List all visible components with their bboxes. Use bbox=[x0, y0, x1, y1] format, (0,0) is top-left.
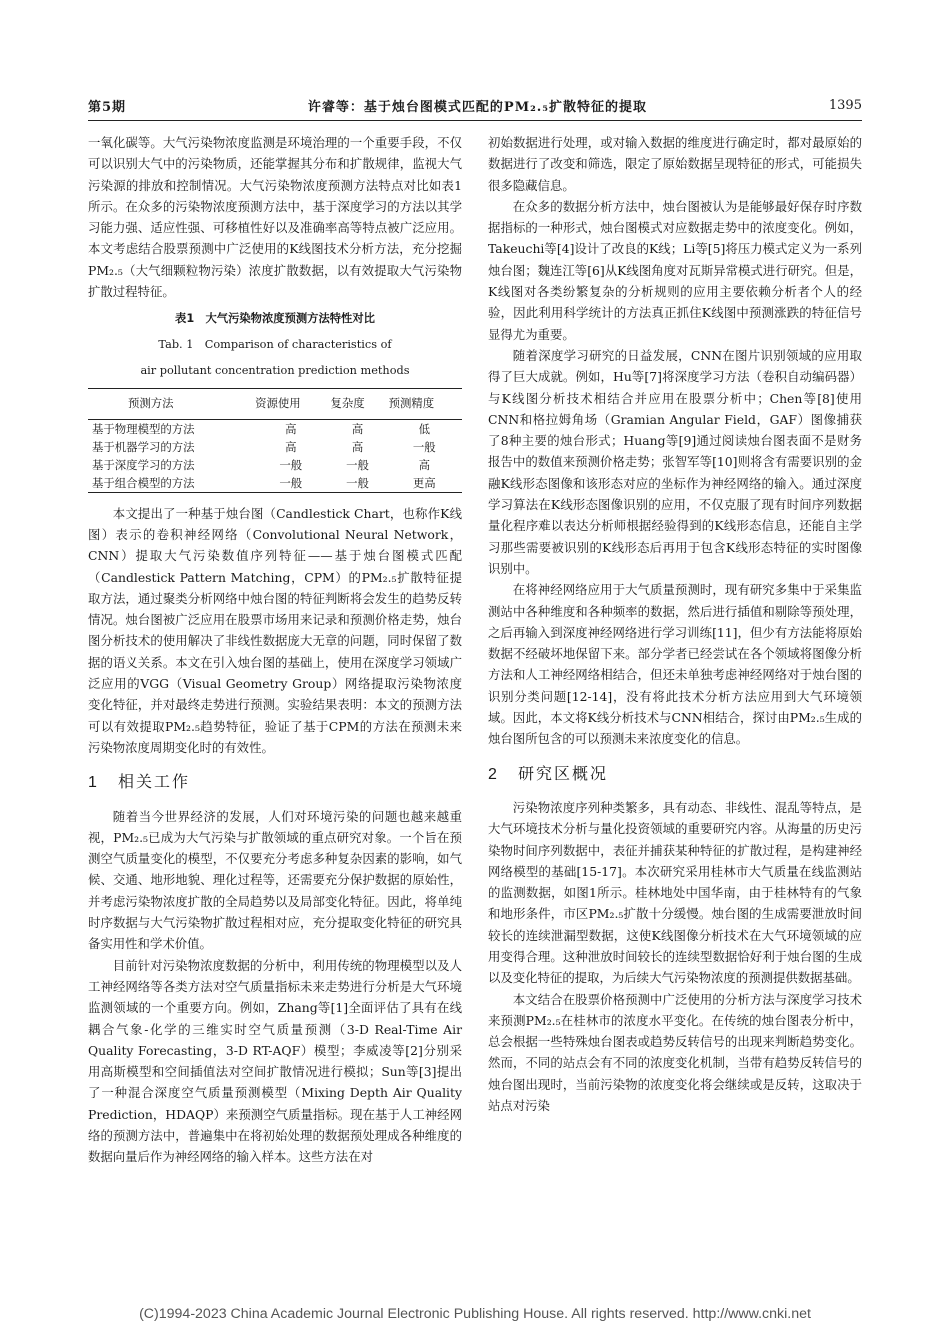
section-title: 研究区概况 bbox=[518, 765, 609, 783]
comparison-table bbox=[88, 388, 462, 492]
paragraph: 随着深度学习研究的日益发展，CNN在图片识别领域的应用取得了巨大成就。例如，Hu等[7]将深度学习方法（卷积自动编码器）与K线图分析技术相结合并应用在股票分析中；Chen等[8]使用CNN和格拉姆角场（Gramian Angular Field，GAF）图像捕获了8种主要的烛台形式；Huang等[9]通过阅读烛台图表面不是财务报告中的数值来预测价格走势；张智军等[10]则将含有需要识别的金融K线形态图像和该形态对应的坐标作为神经网络的输入。通过深度学习算法在K线形态图像识别的应用，不仅克服了现有时间序列数据量化程序难以表达分析师根据经验得到的K线形态信息，还能自主学习那些需要被识别的K线形态后再用于包含K线形态特征的实时图像识别中。 bbox=[488, 347, 862, 576]
section-heading bbox=[88, 772, 462, 793]
table-caption-zh: 表1 大气污染物浓度预测方法特性对比 bbox=[175, 312, 375, 326]
table-caption-en: Tab. 1 Comparison of characteristics of bbox=[158, 338, 392, 352]
table-cell: 高 bbox=[351, 439, 364, 454]
table-cell: 基于物理模型的方法 bbox=[92, 421, 195, 436]
table-cell: 一般 bbox=[346, 457, 369, 472]
paragraph: 在众多的数据分析方法中，烛台图被认为是能够最好保存时序数据指标的一种形式，烛台图模式对应数据走势中的浓度变化。例如，Takeuchi等[4]设计了改良的K线；Li等[5]将压力模式定义为一系列烛台图；魏连江等[6]从K线图角度对瓦斯异常模式进行研究。但是，K线图对各类纷繁复杂的分析规则的应用主要依赖分析者个人的经验，因此利用科学统计的方法真正抓住K线图中预测涨跌的特征信号显得尤为重要。 bbox=[488, 198, 862, 342]
table-cell: 一般 bbox=[328, 474, 386, 493]
paragraph: 污染物浓度序列种类繁多，具有动态、非线性、混乱等特点，是大气环境技术分析与量化投资领域的重要研究内容。从海量的历史污染物时间序列数据中，表征并捕获某种特征的扩散过程，是构建神经网络模型的基础[15-17]。本次研究采用桂林市大气质量在线监测站的监测数据，如图1所示。桂林地处中国华南，由于桂林特有的气象和地形条件，市区PM₂.₅扩散十分缓慢。烛台图的生成需要泄放时间较长的连续泄漏型数据，这使K线图像分析技术在大气环境领域的应用变得合理。这种泄放时间较长的连续型数据恰好利于烛台图的生成以及变化特征的提取，为后续大气污染物浓度的预测提供数据基础。 bbox=[488, 799, 862, 986]
paragraph: 目前针对污染物浓度数据的分析中，利用传统的物理模型以及人工神经网络等各类方法对空气质量指标未来走势进行分析是大气环境监测领域的一个重要方向。例如，Zhang等[1]全面评估了具有在线耦合气象-化学的三维实时空气质量预测（3-D Real-Time Air Quality Forecasting，3-D RT-AQF）模型；李威凌等[2]分别采用高斯模型和空间插值法对空间扩散情况进行模拟；Sun等[3]提出了一种混合深度空气质量预测模型（Mixing Depth Air Quality Prediction，HDAQP）来预测空气质量指标。现在基于人工神经网络的预测方法中，普遍集中在将初始处理的数据预处理成各种维度的数据向量后作为神经网络的输入样本。这些方法在对 bbox=[88, 957, 462, 1165]
paragraph: 本文提出了一种基于烛台图（Candlestick Chart，也称作K线图）表示的卷积神经网络（Convolutional Neural Network，CNN）提取大气污染数值序列特征——基于烛台图模式匹配（Candlestick Pattern Matching，CPM）的PM₂.₅扩散特征提取方法，通过聚类分析网络中烛台图的特征判断将会发生的趋势反转情况。烛台图被广泛应用在股票市场用来记录和预测价格走势，烛台图分析技术的使用解决了非线性数据庞大无章的问题，同时保留了数据的语义关系。本文在引入烛台图的基础上，使用在深度学习领域广泛应用的VGG（Visual Geometry Group）网络提取污染物浓度变化特征，并对最终走势进行预测。实验结果表明：本文的预测方法可以有效提取PM₂.₅趋势特征，验证了基于CPM的方法在预测未来污染物浓度周期变化时的有效性。 bbox=[88, 505, 462, 755]
section-number: 2 bbox=[488, 765, 499, 783]
paragraph: 本文结合在股票价格预测中广泛使用的分析方法与深度学习技术来预测PM₂.₅在桂林市的浓度水平变化。在传统的烛台图表分析中，总会根据一些特殊烛台图表或趋势反转信号的出现来判断趋势变化。然而，不同的站点会有不同的浓度变化机制，当带有趋势反转信号的烛台图出现时，当前污染物的浓度变化将会继续或是反转，这取决于站点对污染 bbox=[488, 991, 862, 1114]
table-row bbox=[88, 474, 462, 493]
section-heading bbox=[488, 764, 862, 785]
table-caption-en: air pollutant concentration prediction methods bbox=[140, 364, 410, 378]
table-row bbox=[88, 438, 462, 456]
running-header bbox=[88, 90, 862, 121]
column-header: 复杂度 bbox=[328, 389, 386, 419]
paragraph: 在将神经网络应用于大气质量预测时，现有研究多集中于采集监测站中各种维度和各种频率的数据，然后进行插值和剔除等预处理，之后再输入到深度神经网络进行学习训练[11]，但少有方法能将原始数据不经破坏地保留下来。部分学者已经尝试在各个领域将图像分析方法和人工神经网络相结合，但还未单独考虑神经网络对于烛台图的识别分类问题[12-14]，没有将此技术分析方法应用到大气环境领域。因此，本文将K线分析技术与CNN相结合，探讨由PM₂.₅生成的烛台图所包含的可以预测未来浓度变化的信息。 bbox=[488, 582, 862, 747]
section-number: 1 bbox=[88, 774, 99, 792]
issue-number: 第5期 bbox=[88, 99, 127, 115]
right-column bbox=[488, 132, 862, 1116]
table-cell: 基于组合模型的方法 bbox=[88, 474, 253, 493]
section-title: 相关工作 bbox=[118, 774, 191, 792]
table-cell: 更高 bbox=[387, 474, 462, 493]
column-header: 预测精度 bbox=[387, 389, 462, 419]
table-cell: 一般 bbox=[279, 457, 303, 472]
table-cell: 一般 bbox=[253, 474, 328, 493]
column-header: 资源使用 bbox=[253, 389, 328, 419]
table-cell: 高 bbox=[351, 421, 364, 436]
left-column bbox=[88, 132, 462, 1168]
table-header-row bbox=[88, 389, 462, 419]
table-row bbox=[88, 419, 462, 438]
table-cell: 高 bbox=[285, 421, 297, 436]
table-row bbox=[88, 456, 462, 474]
table-cell: 一般 bbox=[412, 439, 436, 454]
table-cell: 低 bbox=[418, 421, 430, 436]
page-number: 1395 bbox=[828, 97, 862, 113]
paragraph: 随着当今世界经济的发展，人们对环境污染的问题也越来越重视，PM₂.₅已成为大气污染与扩散领域的重点研究对象。一个旨在预测空气质量变化的模型，不仅要充分考虑多种复杂因素的影响，如气候、交通、地形地貌、理化过程等，还需要充分保护数据的原始性，并考虑污染物浓度扩散的全局趋势以及局部变化特征。因此，将单纯时序数据与大气污染物扩散过程相对应，充分提取变化特征的研究具备实用性和学术价值。 bbox=[88, 808, 462, 952]
copyright-footer: (C)1994-2023 China Academic Journal Electronic Publishing House. All rights reserved. http://www.cnki.net bbox=[139, 1306, 811, 1322]
column-header: 预测方法 bbox=[88, 389, 253, 419]
running-title: 许睿等：基于烛台图模式匹配的PM₂.₅扩散特征的提取 bbox=[307, 99, 648, 115]
table-cell: 高 bbox=[285, 439, 297, 454]
paragraph: 一氧化碳等。大气污染物浓度监测是环境治理的一个重要手段，不仅可以识别大气中的污染物质，还能掌握其分布和扩散规律，监视大气污染源的排放和控制情况。大气污染物浓度预测方法特点对比如表1所示。在众多的污染物浓度预测方法中，基于深度学习的方法以其学习能力强、适应性强、可移植性好以及准确率高等特点被广泛应用。本文考虑结合股票预测中广泛使用的K线图技术分析方法，充分挖掘PM₂.₅（大气细颗粒物污染）浓度扩散数据，以有效提取大气污染物扩散过程特征。 bbox=[88, 135, 462, 300]
table-cell: 高 bbox=[418, 457, 430, 472]
table-cell: 基于机器学习的方法 bbox=[92, 439, 195, 454]
table-cell: 基于深度学习的方法 bbox=[92, 457, 195, 472]
paragraph: 初始数据进行处理，或对输入数据的维度进行确定时，都对最原始的数据进行了改变和筛选，限定了原始数据呈现特征的形式，可能损失很多隐藏信息。 bbox=[488, 135, 862, 193]
